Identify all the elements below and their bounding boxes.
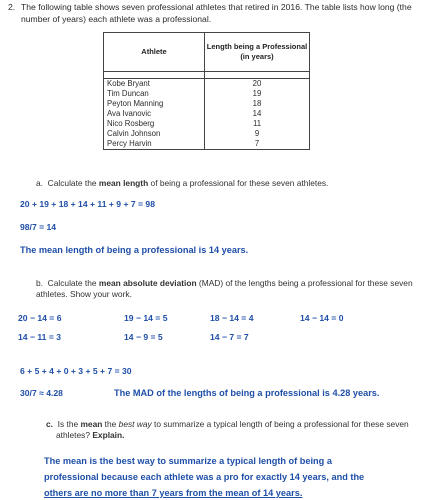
- deviation-6: 14 − 9 = 5: [124, 332, 163, 342]
- part-a-question: [36, 178, 426, 189]
- part-c-text-1: Is the: [57, 419, 81, 429]
- table-row: [104, 129, 310, 139]
- part-c-bold-mean: mean: [80, 419, 103, 429]
- athlete-years: 19: [205, 89, 310, 99]
- part-c-italic: best way: [118, 419, 152, 429]
- athlete-name: Peyton Manning: [104, 99, 205, 109]
- question-number: 2.: [8, 2, 16, 12]
- part-b-bold: mean absolute deviation: [98, 278, 197, 288]
- part-b-sum: 6 + 5 + 4 + 0 + 3 + 5 + 7 = 30: [20, 366, 132, 376]
- table-spacer-row: [104, 72, 310, 79]
- part-a-division: 98/7 = 14: [20, 222, 57, 232]
- athlete-name: Nico Rosberg: [104, 119, 205, 129]
- athlete-years: 11: [205, 119, 310, 129]
- part-a-label: a.: [36, 178, 43, 188]
- deviation-5: 14 − 11 = 3: [18, 332, 62, 342]
- part-c-answer-line-3: others are no more than 7 years from the mean of 14 years.: [44, 488, 303, 498]
- table-header-length: [205, 33, 310, 72]
- part-c-text-2: the: [102, 419, 119, 429]
- table-row: [104, 109, 310, 119]
- athlete-years: 20: [205, 79, 310, 90]
- athletes-table: [103, 32, 310, 150]
- deviation-4: 14 − 14 = 0: [300, 313, 344, 323]
- part-a-sum: 20 + 19 + 18 + 14 + 11 + 9 + 7 = 98: [20, 199, 155, 209]
- part-b-suffix: (MAD) of the lengths being a professional for these seven athletes. Show your work.: [36, 278, 413, 299]
- part-b-label: b.: [36, 278, 43, 288]
- part-a-prefix: Calculate the: [47, 178, 99, 188]
- deviation-2: 19 − 14 = 5: [124, 313, 168, 323]
- part-b-prefix: Calculate the: [47, 278, 99, 288]
- table-header-athlete: Athlete: [104, 33, 205, 72]
- part-c-question: [46, 419, 426, 441]
- athlete-name: Percy Harvin: [104, 139, 205, 150]
- part-a-bold: mean length: [98, 178, 149, 188]
- question-intro: [8, 1, 428, 25]
- part-b-question: [36, 278, 426, 300]
- part-a-suffix: of being a professional for these seven athletes.: [148, 178, 329, 188]
- athlete-name: Ava Ivanovic: [104, 109, 205, 119]
- athlete-years: 18: [205, 99, 310, 109]
- table-row: [104, 119, 310, 129]
- table-row: [104, 89, 310, 99]
- question-text: The following table shows seven professional athletes that retired in 2016. The table lists how long (the number of years) each athlete was a professional.: [21, 2, 412, 24]
- athlete-name: Tim Duncan: [104, 89, 205, 99]
- part-b-conclusion: The MAD of the lengths of being a professional is 4.28 years.: [114, 388, 380, 398]
- athlete-name: Calvin Johnson: [104, 129, 205, 139]
- deviation-7: 14 − 7 = 7: [210, 332, 249, 342]
- deviation-3: 18 − 14 = 4: [210, 313, 254, 323]
- athlete-years: 7: [205, 139, 310, 150]
- part-c-bold-explain: Explain.: [92, 430, 125, 440]
- table-row: [104, 139, 310, 150]
- part-b-division: 30/7 ≈ 4.28: [20, 388, 63, 398]
- part-c-answer-line-2: professional because each athlete was a pro for exactly 14 years, and the: [44, 472, 365, 482]
- part-c-label: c.: [46, 419, 53, 429]
- deviation-1: 20 − 14 = 6: [18, 313, 62, 323]
- athlete-years: 9: [205, 129, 310, 139]
- part-c-answer-line-1: The mean is the best way to summarize a typical length of being a: [44, 456, 332, 466]
- part-c-text-3: to summarize a typical length of being a professional for these seven athletes?: [56, 419, 409, 440]
- table-header-length-label: Length being a Professional (in years): [206, 42, 308, 61]
- table-row: [104, 79, 310, 90]
- athlete-name: Kobe Bryant: [104, 79, 205, 90]
- part-a-conclusion: The mean length of being a professional is 14 years.: [20, 245, 249, 255]
- athlete-years: 14: [205, 109, 310, 119]
- table-row: [104, 99, 310, 109]
